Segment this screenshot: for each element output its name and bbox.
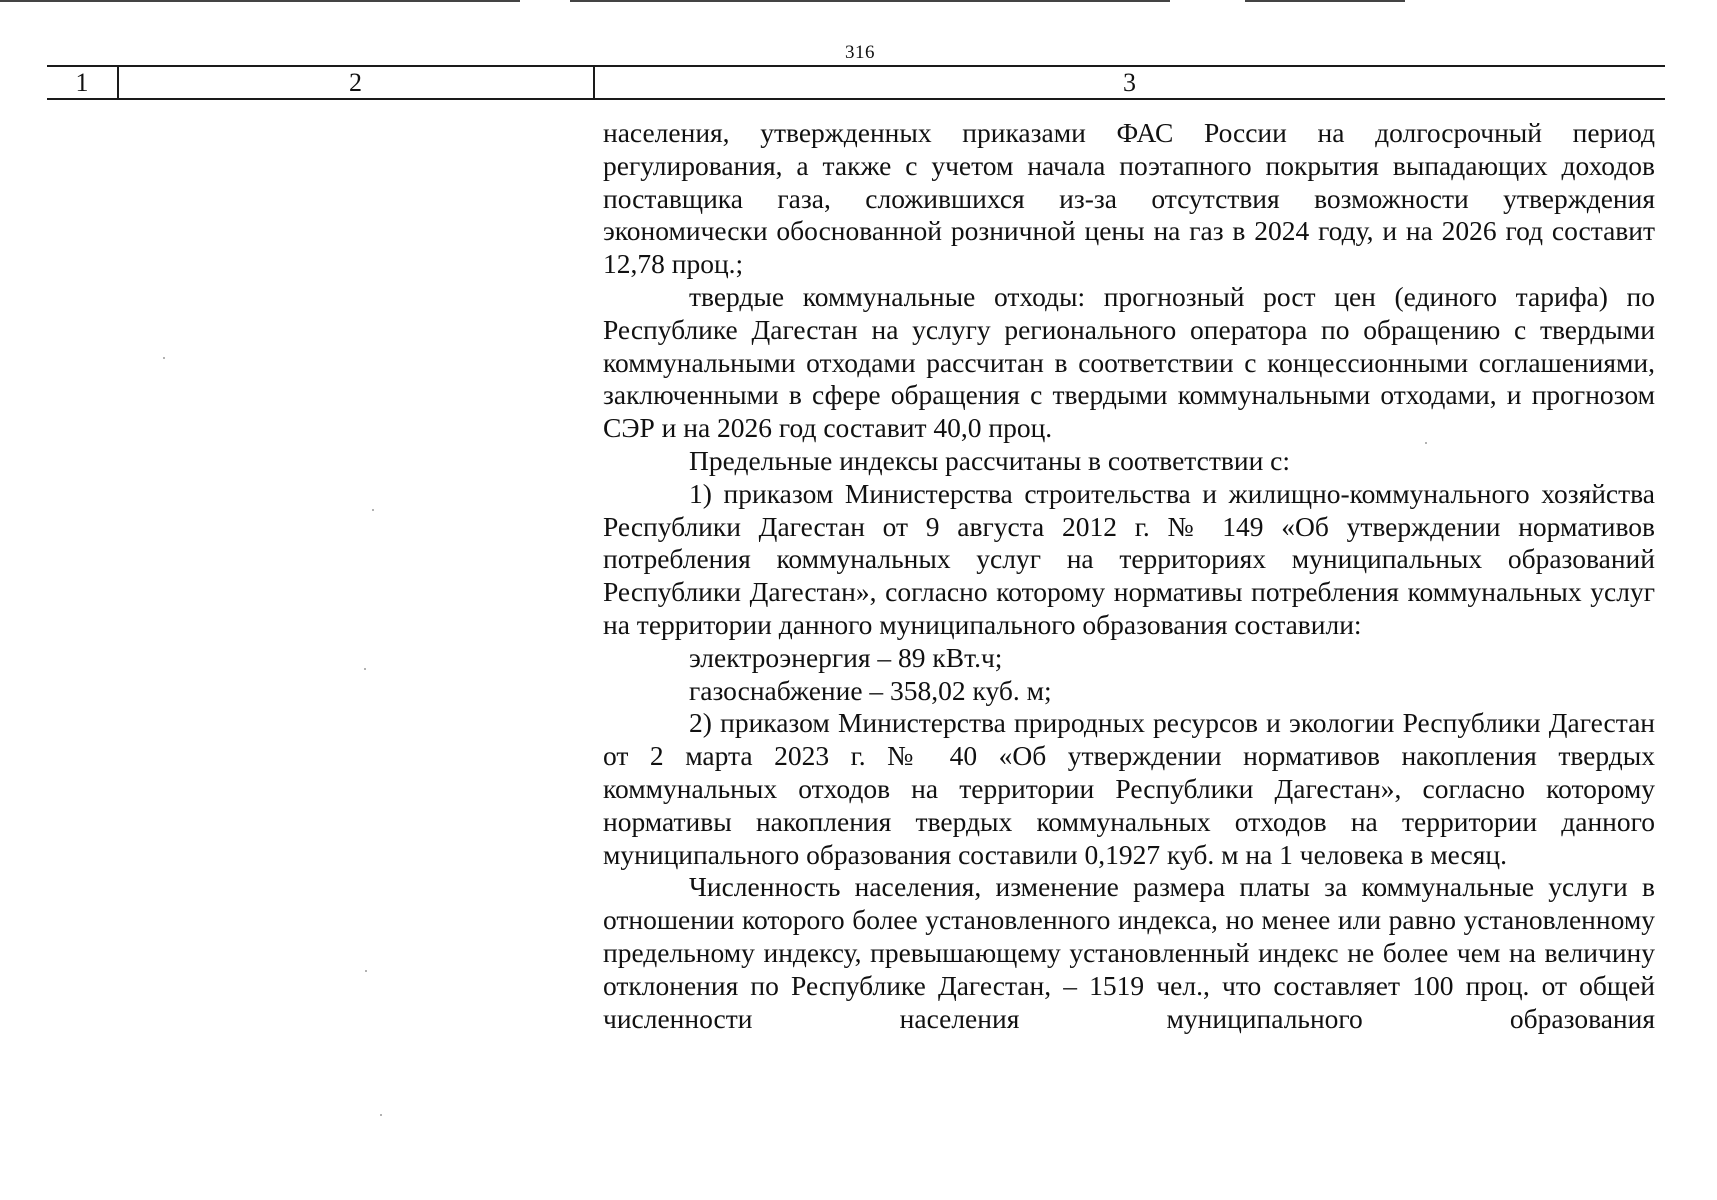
table-header-top-rule xyxy=(47,65,1665,67)
scan-speck xyxy=(372,509,374,511)
paragraph-electricity-norm: электроэнергия – 89 кВт.ч; xyxy=(689,641,1003,673)
scan-top-edge-right xyxy=(1245,0,1405,2)
paragraph-limit-indexes-intro: Предельные индексы рассчитаны в соответствии с: xyxy=(689,444,1291,476)
column-number-2: 2 xyxy=(349,68,362,97)
paragraph-population-count: Численность населения, изменение размера платы за коммунальные услуги в отношении которого более установленного индекса, но менее или равно установленному предельному индексу, превышающему установленный индекс не более чем на величину отклонения по Республике Дагестан, – 1519 чел., что составляет 100 проц. от общей численности населения муниципального образования xyxy=(603,871,1655,1034)
paragraph-solid-waste: твердые коммунальные отходы: прогнозный рост цен (единого тарифа) по Республике Дагестан на услугу регионального оператора по обращению с твердыми коммунальными отходами рассчитан в соответствии с концессионными соглашениями, заключенными в сфере обращения с твердыми коммунальными отходами, и прогнозом СЭР и на 2026 год составит 40,0 проц. xyxy=(603,280,1655,444)
scan-speck xyxy=(380,1114,382,1116)
scan-top-edge-left xyxy=(0,0,520,2)
table-header-bottom-rule xyxy=(47,98,1665,100)
paragraph-gas-norm: газоснабжение – 358,02 куб. м; xyxy=(689,674,1052,706)
paragraph-order-natural-resources-ministry: 2) приказом Министерства природных ресурсов и экологии Республики Дагестан от 2 марта 2023 г. № 40 «Об утверждении нормативов накопления твердых коммунальных отходов на территории Республики Дагестан», согласно которому нормативы накопления твердых коммунальных отходов на территории данного муниципального образования составили 0,1927 куб. м на 1 человека в месяц. xyxy=(603,707,1655,870)
page-number: 316 xyxy=(845,42,875,63)
scan-speck xyxy=(163,357,165,359)
scan-speck xyxy=(1425,442,1427,444)
paragraph-population-gas: населения, утвержденных приказами ФАС России на долгосрочный период регулирования, а также с учетом начала поэтапного покрытия выпадающих доходов поставщика газа, сложившихся из-за отсутствия возможности утверждения экономически обоснованной розничной цены на газ в 2024 году, и на 2026 год составит 12,78 проц.; xyxy=(603,117,1655,280)
column-number-3: 3 xyxy=(1123,68,1136,97)
scan-top-edge-middle xyxy=(570,0,1170,2)
column-3-text xyxy=(603,117,1655,1035)
paragraph-order-construction-ministry: 1) приказом Министерства строительства и жилищно-коммунального хозяйства Республики Дагестан от 9 августа 2012 г. № 149 «Об утверждении нормативов потребления коммунальных услуг на территориях муниципальных образований Республики Дагестан», согласно которому нормативы потребления коммунальных услуг на территории данного муниципального образования составили: xyxy=(603,477,1655,640)
scan-speck xyxy=(365,970,367,972)
scan-speck xyxy=(364,668,366,670)
column-number-1: 1 xyxy=(75,68,89,97)
